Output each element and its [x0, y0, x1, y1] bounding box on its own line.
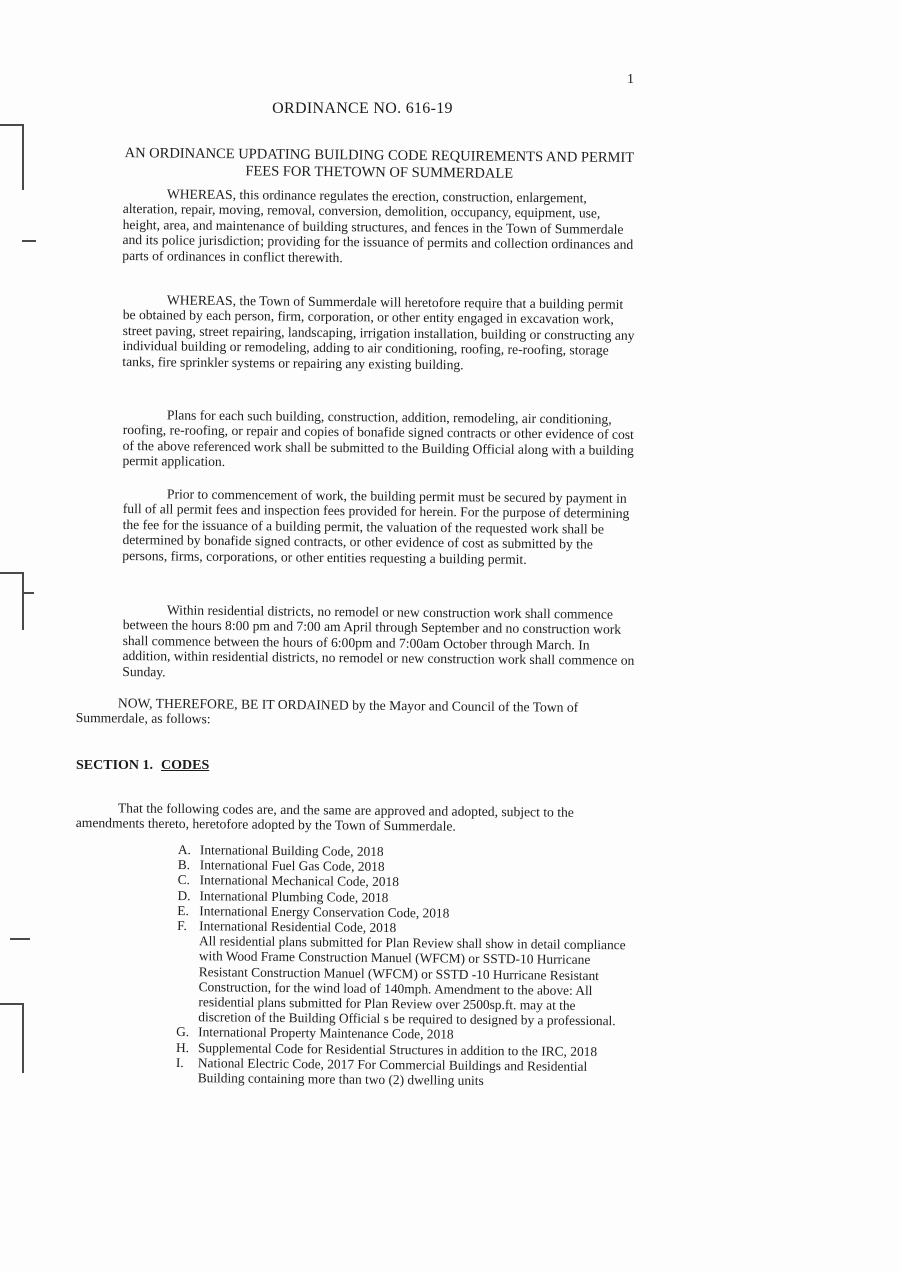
scan-mark: [10, 938, 30, 940]
section-title: CODES: [161, 758, 210, 773]
paragraph-text: Plans for each such building, construction, addition, remodeling, air conditioning, roofing, re-roofing, or repair and copies of bonafide signed contracts or other evidence of cost of the above referenced work shall be submitted to the Building Official along with a building permit application.: [122, 407, 634, 470]
item-text: Supplemental Code for Residential Structures in addition to the IRC, 2018: [197, 1039, 598, 1059]
item-text: National Electric Code, 2017 For Commercial Buildings and Residential Building containing more than two (2) dwelling units: [197, 1055, 588, 1088]
ordinance-title: ORDINANCE NO. 616-19: [272, 100, 453, 117]
item-letter: E.: [177, 902, 189, 918]
scan-mark: [22, 1003, 24, 1073]
paragraph: [122, 186, 635, 268]
paragraph-text: WHEREAS, the Town of Summerdale will heretofore require that a building permit be obtained by each person, firm, corporation, or other entity engaged in excavation work, street paving, street repairing, landscaping, irrigation installation, building or constructing any individual building or remodeling, adding to air conditioning, roofing, re-roofing, storage tanks, fire sprinkler systems or repairing any existing building.: [122, 292, 635, 372]
scan-mark: [22, 124, 24, 190]
paragraph-text: Prior to commencement of work, the building permit must be secured by payment in full of all permit fees and inspection fees provided for herein. For the purpose of determining the fee for the issuance of a building permit, the valuation of the requested work shall be determined by bonafide signed contracts, or other evidence of cost as submitted by the persons, firms, corporations, or other entities requesting a building permit.: [122, 486, 630, 567]
paragraph: [122, 292, 635, 374]
section-intro-text: That the following codes are, and the same are approved and adopted, subject to the amendments thereto, heretofore adopted by the Town of Summerdale.: [75, 800, 574, 834]
item-text: International Plumbing Code, 2018: [199, 887, 389, 905]
item-text: International Energy Conservation Code, 2018: [199, 903, 450, 921]
item-text: International Mechanical Code, 2018: [199, 872, 400, 890]
list-item-note: [176, 933, 627, 1029]
scan-mark: [24, 592, 34, 594]
section-heading: [76, 758, 209, 774]
item-letter: C.: [177, 872, 190, 888]
codes-list: [176, 842, 628, 1090]
item-text: International Property Maintenance Code, 2018: [198, 1024, 454, 1043]
paragraph-text: Within residential districts, no remodel or new construction work shall commence between the hours 8:00 pm and 7:00 am April through September and no construction work shall commence between the hours of 6:00pm and 7:00am October through March. In addition, within residential districts, no remodel or new construction work shall commence on Sunday.: [122, 602, 635, 680]
item-letter: F.: [177, 918, 188, 934]
item-text: International Fuel Gas Code, 2018: [199, 857, 385, 875]
scan-mark: [0, 572, 24, 574]
scan-mark: [22, 240, 36, 242]
item-letter: H.: [175, 1039, 190, 1055]
item-text: International Residential Code, 2018: [199, 918, 397, 936]
item-text: International Building Code, 2018: [199, 842, 384, 859]
section-number: SECTION 1.: [76, 758, 154, 773]
section-intro: [76, 800, 601, 835]
item-letter: I.: [175, 1054, 184, 1070]
page-number: 1: [627, 72, 634, 87]
item-letter: G.: [176, 1024, 190, 1040]
paragraph: [122, 486, 635, 568]
paragraph: [122, 407, 635, 474]
scan-mark: [22, 572, 24, 630]
ordained-clause: [76, 695, 616, 730]
scan-mark: [0, 124, 24, 126]
paragraph-text: WHEREAS, this ordinance regulates the erection, construction, enlargement, alteration, repair, moving, removal, conversion, demolition, occupancy, equipment, use, height, area, and maintenance of building structures, and fences in the Town of Summerdale and its police jurisdiction; providing for the issuance of permits and collection ordinances and parts of ordinances in conflict therewith.: [122, 186, 634, 265]
paragraph: [122, 602, 635, 684]
item-letter: D.: [177, 887, 191, 903]
item-letter: [176, 933, 199, 1024]
list-item: [176, 1055, 626, 1090]
ordinance-subtitle: AN ORDINANCE UPDATING BUILDING CODE REQUIREMENTS AND PERMIT FEES FOR THETOWN OF SUMMERDALE: [124, 145, 635, 182]
item-letter: A.: [177, 842, 192, 858]
ordained-text: NOW, THEREFORE, BE IT ORDAINED by the Mayor and Council of the Town of Summerdale, as follows:: [75, 695, 579, 727]
item-letter: B.: [177, 857, 191, 873]
scan-mark: [0, 1003, 24, 1005]
item-text: All residential plans submitted for Plan Review shall show in detail compliance with Wood Frame Construction Manuel (WFCM) or SSTD-10 Hurricane Resistant Construction Manuel (WFCM) or SSTD -10 Hurricane Resistant Construction, for the wind load of 140mph. Amendment to the above: All residential plans submitted for Plan Review over 2500sp.ft. may at the discretion of the Building Official s be required to designed by a professional.: [198, 933, 626, 1029]
